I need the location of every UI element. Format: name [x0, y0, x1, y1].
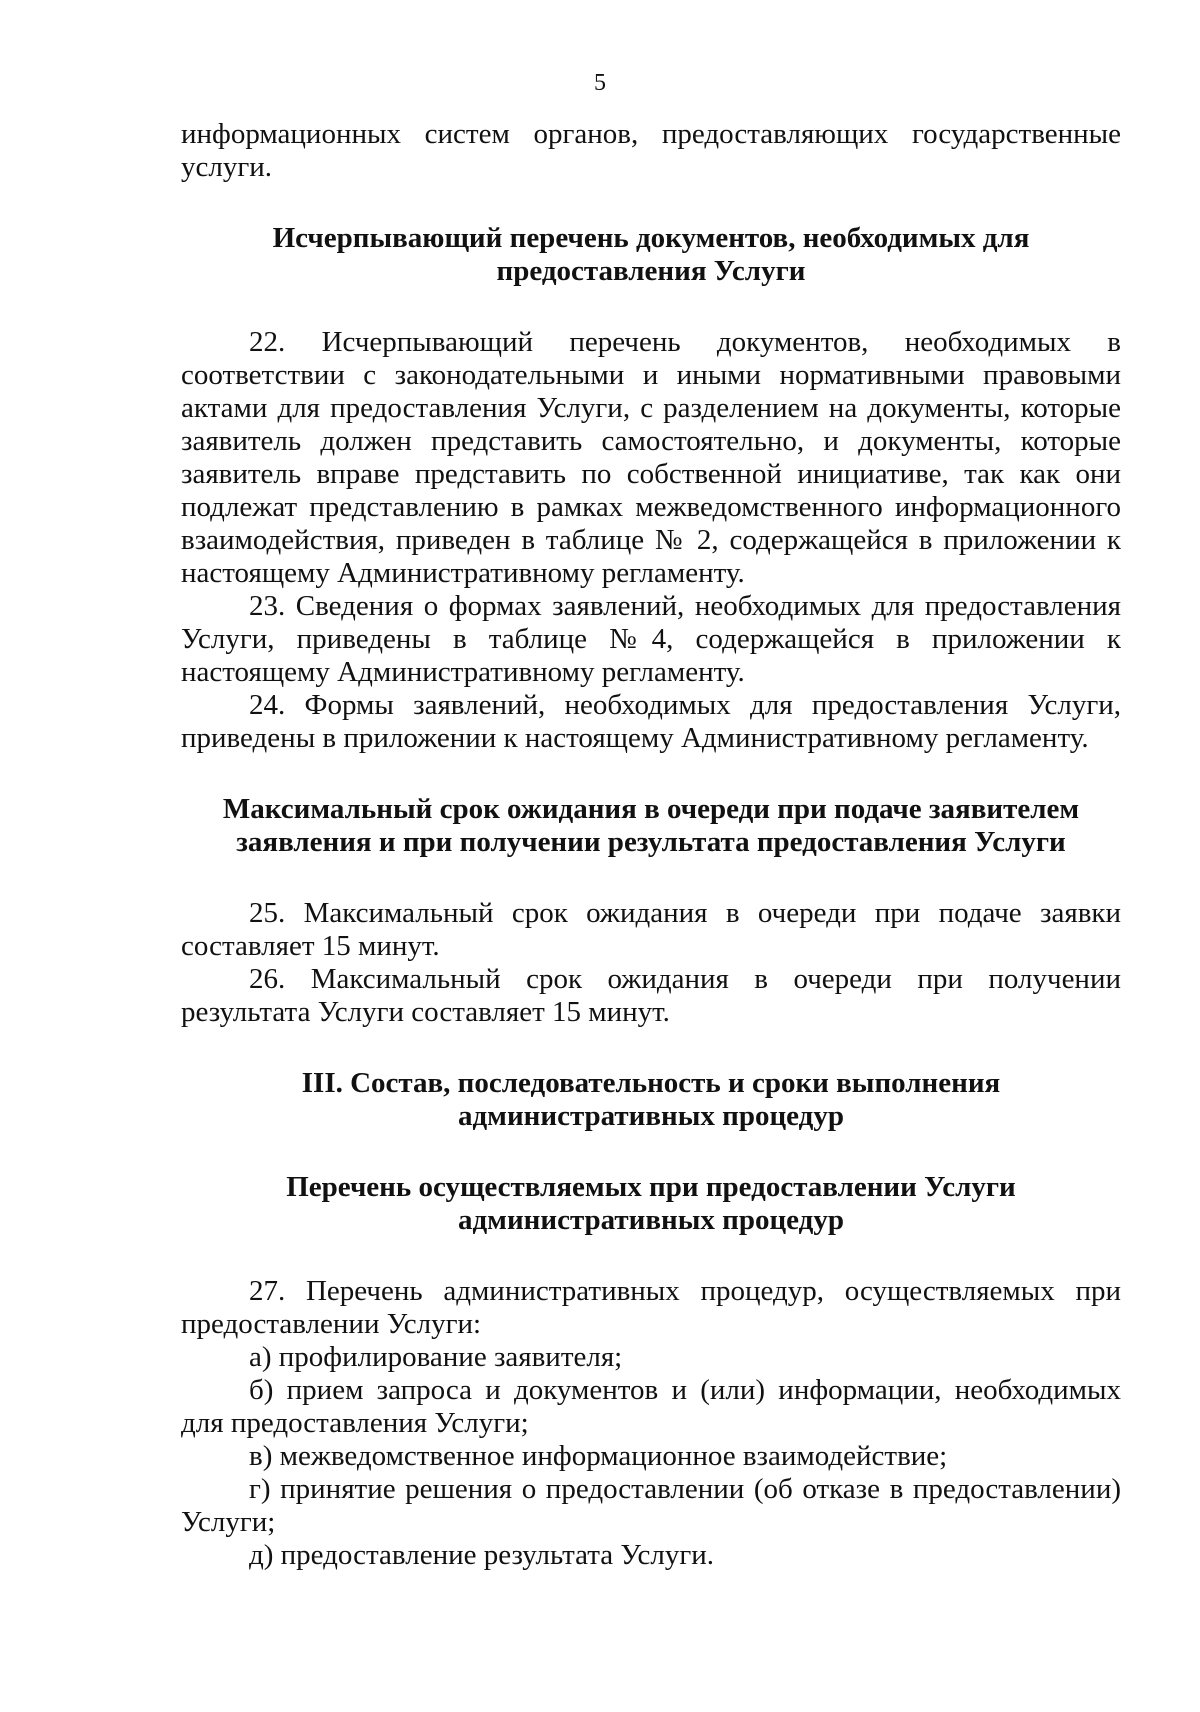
heading-line: III. Состав, последовательность и сроки выполнения — [301, 1067, 1001, 1099]
heading-procedures-list — [181, 1171, 1121, 1237]
list-item: д) предоставление результата Услуги. — [249, 1539, 714, 1571]
heading-line: предоставления Услуги — [496, 255, 806, 287]
list-item: в) межведомственное информационное взаимодействие; — [249, 1440, 948, 1472]
heading-line: административных процедур — [458, 1204, 844, 1236]
paragraph-26: 26. Максимальный срок ожидания в очереди при получении результата Услуги составляет 15 минут. — [181, 963, 1121, 1028]
heading-line: Исчерпывающий перечень документов, необходимых для — [272, 222, 1030, 254]
list-item: а) профилирование заявителя; — [249, 1341, 623, 1373]
heading-waiting-time — [181, 793, 1121, 859]
page-content — [181, 118, 1121, 1572]
heading-documents-list — [181, 222, 1121, 288]
paragraph-22: 22. Исчерпывающий перечень документов, необходимых в соответствии с законодательными и иными нормативными правовыми актами для предоставления Услуги, с разделением на документы, которые заявитель должен представить самостоятельно, и документы, которые заявитель вправе представить по собственной инициативе, так как они подлежат представлению в рамках межведомственного информационного взаимодействия, приведен в таблице № 2, содержащейся в приложении к настоящему Административному регламенту. — [181, 326, 1121, 589]
intro-paragraph: информационных систем органов, предоставляющих государственные услуги. — [181, 118, 1121, 183]
list-item: б) прием запроса и документов и (или) информации, необходимых для предоставления Услуги; — [181, 1374, 1121, 1439]
paragraph-25: 25. Максимальный срок ожидания в очереди при подаче заявки составляет 15 минут. — [181, 897, 1121, 962]
heading-section-3 — [181, 1067, 1121, 1133]
heading-line: административных процедур — [458, 1100, 844, 1132]
paragraph-23: 23. Сведения о формах заявлений, необходимых для предоставления Услуги, приведены в таблице №4, содержащейся в приложении к настоящему Административному регламенту. — [181, 590, 1121, 688]
paragraph-24: 24. Формы заявлений, необходимых для предоставления Услуги, приведены в приложении к настоящему Административному регламенту. — [181, 689, 1121, 754]
heading-line: Перечень осуществляемых при предоставлении Услуги — [286, 1171, 1016, 1203]
heading-line: Максимальный срок ожидания в очереди при подаче заявителем — [222, 793, 1080, 825]
paragraph-27: 27. Перечень административных процедур, осуществляемых при предоставлении Услуги: — [181, 1275, 1121, 1340]
heading-line: заявления и при получении результата предоставления Услуги — [236, 826, 1066, 858]
list-item: г) принятие решения о предоставлении (об отказе в предоставлении) Услуги; — [181, 1473, 1121, 1538]
page-number: 5 — [594, 70, 606, 96]
